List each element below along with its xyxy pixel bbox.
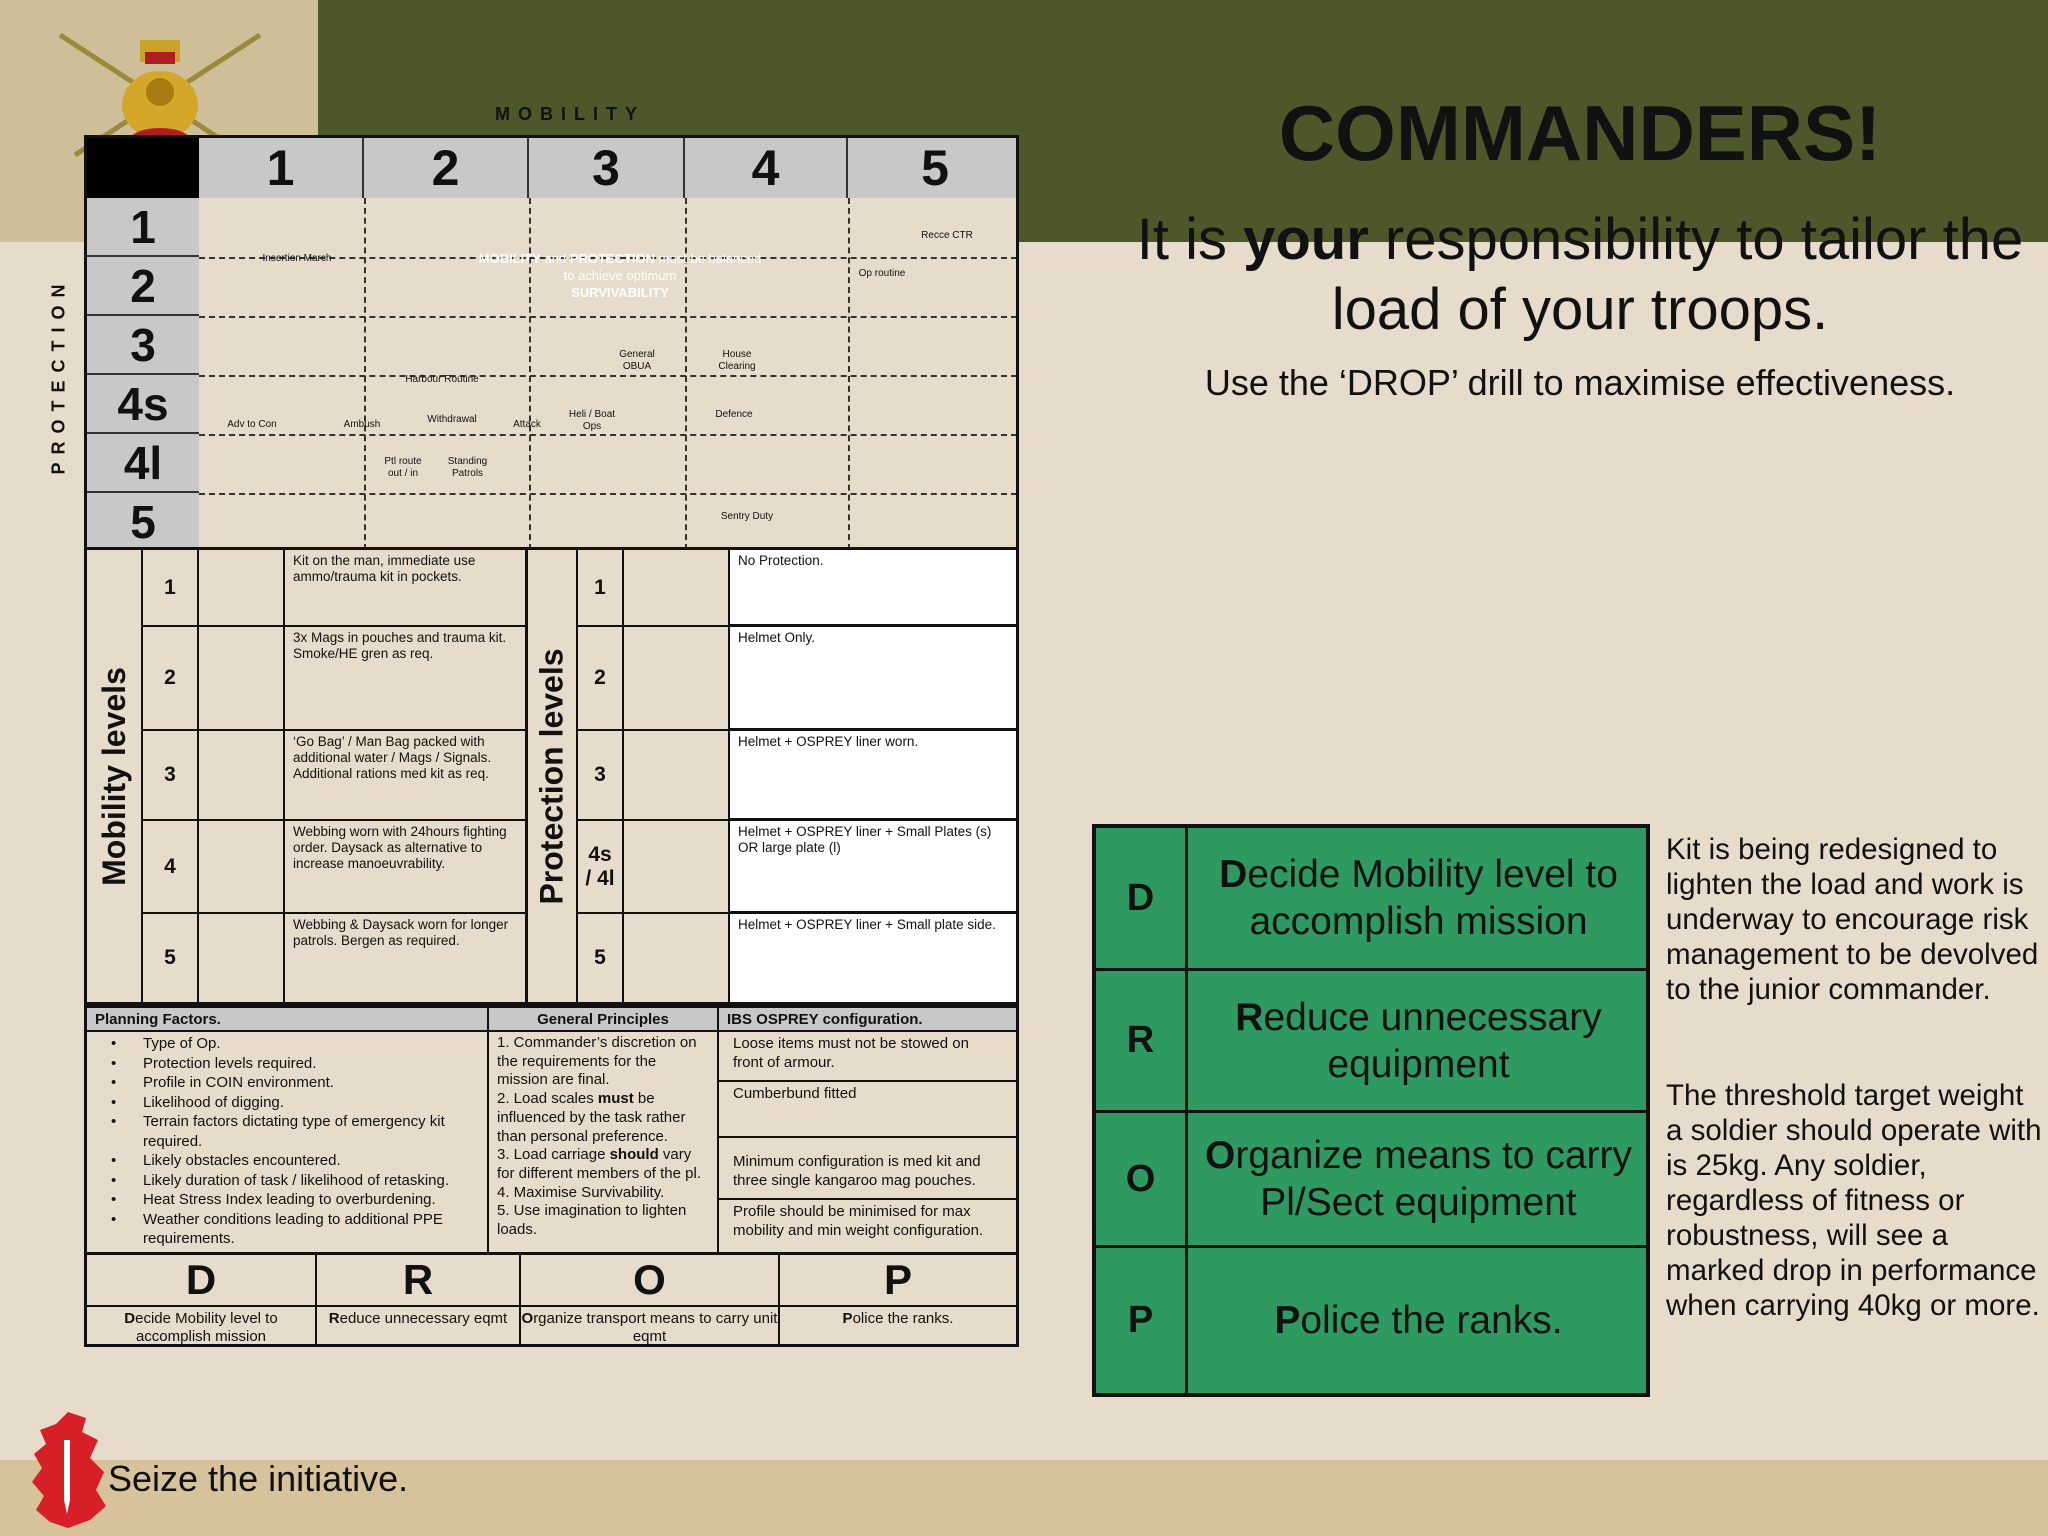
- ibs-item: Cumberbund fitted: [719, 1082, 1016, 1138]
- mobility-level-desc: 3x Mags in pouches and trauma kit. Smoke/HE gren as req.: [285, 627, 528, 731]
- mobility-level-num: 1: [143, 550, 199, 627]
- label-attack: Attack: [513, 419, 541, 430]
- principles-list: [489, 1032, 719, 1252]
- planning-heading: Planning Factors.: [87, 1008, 489, 1032]
- page-subtitle: It is your responsibility to tailor the load of your troops.: [1136, 207, 2024, 342]
- label-heli-boat-ops: Heli / Boat Ops: [568, 409, 616, 432]
- list-item: • Heat Stress Index leading to overburdening.: [95, 1190, 479, 1210]
- protection-level-desc: No Protection.: [730, 550, 1016, 627]
- blank-cell: [199, 550, 285, 627]
- mobility-level-desc: Webbing & Daysack worn for longer patrols. Bergen as required.: [285, 914, 528, 1002]
- mobility-level-desc: ‘Go Bag’ / Man Bag packed with additional water / Mags / Signals. Additional rations med kit as req.: [285, 731, 528, 821]
- protection-level-desc: Helmet + OSPREY liner + Small plate side.: [730, 914, 1016, 1002]
- protection-level-num: 4s / 4l: [578, 821, 624, 914]
- mobility-level-num: 4: [143, 821, 199, 914]
- levels-table: [84, 550, 1019, 1005]
- list-item: • Likelihood of digging.: [95, 1093, 479, 1113]
- grid-line: [199, 434, 1017, 436]
- principles-heading: General Principles: [489, 1008, 719, 1032]
- protection-level-num: 1: [578, 550, 624, 627]
- page-title: COMMANDERS!: [1278, 89, 1882, 177]
- mobility-level-num: 5: [143, 914, 199, 1002]
- list-item: • Weather conditions leading to additional PPE requirements.: [95, 1210, 479, 1249]
- label-defence: Defence: [715, 409, 753, 420]
- ibs-item: Loose items must not be stowed on front of armour.: [719, 1032, 1016, 1082]
- blank-cell: [624, 821, 730, 914]
- drop-small-p: P Police the ranks.: [780, 1255, 1016, 1344]
- matrix-col-2: 2: [364, 138, 529, 198]
- footer-motto: Seize the initiative.: [108, 1458, 409, 1499]
- planning-section: [84, 1005, 1019, 1255]
- list-item: 5. Use imagination to lighten loads.: [497, 1202, 687, 1239]
- drop-small-r: R Reduce unnecessary eqmt: [317, 1255, 521, 1344]
- label-general-obua: General OBUA: [619, 349, 655, 372]
- label-adv-to-con: Adv to Con: [227, 419, 277, 430]
- matrix-row-3: 3: [87, 316, 199, 375]
- label-harbour-routine: Harbour Routine: [405, 374, 479, 385]
- matrix-col-5: 5: [848, 138, 1019, 198]
- blank-cell: [199, 731, 285, 821]
- ibs-item: Minimum configuration is med kit and three single kangaroo mag pouches.: [719, 1138, 1016, 1200]
- label-sentry-duty: Sentry Duty: [720, 511, 774, 522]
- drop-small-o: O Organize transport means to carry unit eqmt: [521, 1255, 780, 1344]
- label-withdrawal: Withdrawal: [427, 414, 477, 425]
- label-recce-ctr: Recce CTR: [921, 230, 973, 241]
- drop-drill-box: [1092, 824, 1650, 1397]
- protection-level-desc: Helmet + OSPREY liner worn.: [730, 731, 1016, 821]
- grid-line: [848, 198, 850, 550]
- planning-list: [87, 1032, 489, 1252]
- blank-cell: [624, 627, 730, 731]
- matrix-col-4: 4: [685, 138, 848, 198]
- label-house-clearing: House Clearing: [718, 349, 756, 372]
- protection-level-num: 2: [578, 627, 624, 731]
- mobility-level-desc: Webbing worn with 24hours fighting order. Daysack as alternative to increase manoeuvrability.: [285, 821, 528, 914]
- drop-summary-strip: [84, 1255, 1019, 1347]
- matrix-col-3: 3: [529, 138, 685, 198]
- mobility-protection-matrix: [84, 135, 1019, 550]
- protection-level-num: 5: [578, 914, 624, 1002]
- side-paragraph-2: The threshold target weight a soldier should operate with is 25kg. Any soldier, regardless of fitness or robustness, will see a marked drop in performance when carrying 40kg or more.: [1666, 1079, 2042, 1322]
- grid-line: [199, 375, 1017, 377]
- matrix-corner: [87, 138, 199, 198]
- matrix-row-1: 1: [87, 198, 199, 257]
- matrix-row-4s: 4s: [87, 375, 199, 434]
- label-op-routine: Op routine: [858, 268, 906, 279]
- protection-level-num: 3: [578, 731, 624, 821]
- drop-row-r: R Reduce unnecessary equipment: [1096, 971, 1646, 1113]
- list-item: 2. Load scales must be influenced by the task rather than personal preference.: [497, 1090, 686, 1145]
- blank-cell: [199, 914, 285, 1002]
- list-item: 4. Maximise Survivability.: [497, 1183, 665, 1201]
- matrix-row-4l: 4l: [87, 434, 199, 493]
- blank-cell: [199, 627, 285, 731]
- blank-cell: [624, 731, 730, 821]
- list-item: 1. Commander’s discretion on the requirements for the mission are final.: [497, 1034, 697, 1089]
- protection-level-desc: Helmet + OSPREY liner + Small Plates (s) OR large plate (l): [730, 821, 1016, 914]
- list-item: • Protection levels required.: [95, 1054, 479, 1074]
- mobility-level-num: 2: [143, 627, 199, 731]
- list-item: • Terrain factors dictating type of emergency kit required.: [95, 1112, 479, 1151]
- protection-levels-heading: Protection levels: [528, 550, 578, 1002]
- mobility-level-desc: Kit on the man, immediate use ammo/trauma kit in pockets.: [285, 550, 528, 627]
- label-standing-patrols: Standing Patrols: [447, 456, 488, 479]
- mobility-level-num: 3: [143, 731, 199, 821]
- blank-cell: [199, 821, 285, 914]
- drop-small-d: D Decide Mobility level to accomplish mission: [87, 1255, 317, 1344]
- matrix-row-2: 2: [87, 257, 199, 316]
- wales-map-icon: [28, 1410, 108, 1532]
- list-item: • Likely obstacles encountered.: [95, 1151, 479, 1171]
- list-item: • Profile in COIN environment.: [95, 1073, 479, 1093]
- blank-cell: [624, 550, 730, 627]
- grid-line: [364, 198, 366, 550]
- list-item: • Likely duration of task / likelihood of retasking.: [95, 1171, 479, 1191]
- drop-row-o: O Organize means to carry Pl/Sect equipment: [1096, 1113, 1646, 1248]
- matrix-col-1: 1: [199, 138, 364, 198]
- drop-row-p: P Police the ranks.: [1096, 1248, 1646, 1393]
- list-item: 3. Load carriage should vary for different members of the pl.: [497, 1146, 701, 1182]
- protection-axis-label: PROTECTION: [48, 275, 69, 475]
- side-paragraph-1: Kit is being redesigned to lighten the load and work is underway to encourage risk management to be devolved to the junior commander.: [1666, 833, 2039, 1006]
- label-ptl-route: Ptl route out / in: [384, 456, 422, 479]
- label-insertion-march: Insertion March: [262, 253, 332, 264]
- mobility-levels-heading: Mobility levels: [87, 550, 143, 1002]
- protection-level-desc: Helmet Only.: [730, 627, 1016, 731]
- list-item: • Type of Op.: [95, 1034, 479, 1054]
- grid-line: [199, 316, 1017, 318]
- drop-row-d: D Decide Mobility level to accomplish mission: [1096, 828, 1646, 971]
- blank-cell: [624, 914, 730, 1002]
- matrix-center-note: MOBILITY and PROTECTION must be balanced to achieve optimum SURVIVABILITY: [478, 251, 762, 300]
- matrix-row-5: 5: [87, 493, 199, 550]
- mobility-axis-label: MOBILITY: [495, 104, 645, 124]
- ibs-item: Profile should be minimised for max mobility and min weight configuration.: [733, 1203, 984, 1239]
- label-ambush: Ambush: [343, 419, 381, 430]
- grid-line: [199, 493, 1017, 495]
- ibs-heading: IBS OSPREY configuration.: [719, 1008, 1016, 1032]
- drill-line: Use the ‘DROP’ drill to maximise effectiveness.: [1204, 362, 1956, 403]
